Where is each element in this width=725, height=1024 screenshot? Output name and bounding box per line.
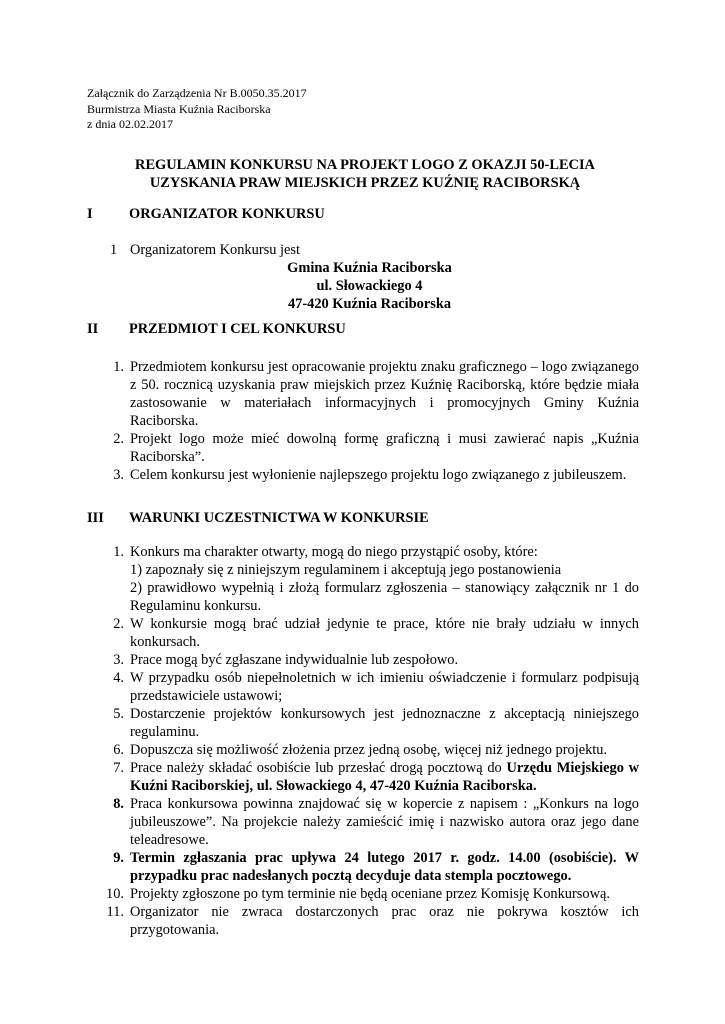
list-item — [100, 705, 639, 741]
list-item — [100, 795, 639, 849]
list-item — [100, 430, 639, 466]
item-text: Prace należy składać osobiście lub przesłać drogą pocztową do — [130, 760, 507, 776]
list-item — [100, 543, 639, 615]
item-number: 2. — [113, 616, 124, 632]
item-number: 10. — [106, 886, 124, 902]
item-text: W przypadku osób niepełnoletnich w ich imieniu oświadczenie i formularz podpisują przedstawiciele ustawowi; — [130, 670, 639, 704]
organizer-name: Gmina Kuźnia Raciborska — [287, 260, 452, 276]
organizer-city: 47-420 Kuźnia Raciborska — [287, 296, 452, 312]
list-item — [100, 615, 639, 651]
item-text: Projekty zgłoszone po tym terminie nie będą oceniane przez Komisję Konkursową. — [130, 886, 610, 902]
item-text: Konkurs ma charakter otwarty, mogą do niego przystąpić osoby, które: — [130, 544, 538, 560]
list-item — [100, 885, 639, 903]
item-subpoint: 2) prawidłowo wypełnią i złożą formularz zgłoszenia – stanowiący załącznik nr 1 do Regulaminu konkursu. — [130, 580, 639, 614]
item-number: 3. — [113, 467, 124, 483]
item-text: Prace mogą być zgłaszane indywidualnie lub zespołowo. — [130, 652, 459, 668]
section-title: PRZEDMIOT I CEL KONKURSU — [129, 321, 346, 337]
organizer-street: ul. Słowackiego 4 — [316, 278, 423, 294]
list-item — [100, 903, 639, 939]
item-text-bold: Urzędu Miejskiego w Kuźni Raciborskiej, ul. Słowackiego 4, 47-420 Kuźnia Raciborska. — [130, 760, 639, 794]
item-text: Dopuszcza się możliwość złożenia przez jedną osobę, więcej niż jednego projektu. — [130, 742, 608, 758]
item-text: Organizatorem Konkursu jest — [130, 242, 300, 258]
section-number: II — [87, 321, 99, 337]
item-number: 11. — [106, 904, 124, 920]
header-line: Załącznik do Zarządzenia Nr B.0050.35.2017 — [87, 86, 307, 100]
section-title: ORGANIZATOR KONKURSU — [129, 206, 325, 222]
list-item — [100, 358, 639, 430]
item-number: 4. — [113, 670, 124, 686]
item-number: 1. — [113, 359, 124, 375]
attachment-header — [87, 86, 307, 133]
list-item — [100, 741, 639, 759]
title-line: UZYSKANIA PRAW MIEJSKICH PRZEZ KUŹNIĘ RACIBORSKĄ — [149, 175, 581, 191]
list-item — [100, 759, 639, 795]
item-subpoint: 1) zapoznały się z niniejszym regulaminem i akceptują jego postanowienia — [130, 562, 562, 578]
item-number: 9. — [113, 850, 124, 866]
item-number: 1 — [110, 242, 118, 258]
item-text: Celem konkursu jest wyłonienie najlepszego projektu logo związanego z jubileuszem. — [130, 467, 627, 483]
list-item — [100, 849, 639, 885]
item-text: Przedmiotem konkursu jest opracowanie projektu znaku graficznego – logo związanego z 50. rocznicą uzyskania praw miejskich przez Kuźnię Raciborską, które będzie miała zastosowanie w materiałach informacyjnych i promocyjnych Gminy Kuźnia Raciborska. — [130, 359, 639, 429]
list-item — [100, 651, 639, 669]
item-text: W konkursie mogą brać udział jedynie te prace, które nie brały udziału w innych konkursach. — [130, 616, 639, 650]
title-line: REGULAMIN KONKURSU NA PROJEKT LOGO Z OKAZJI 50-LECIA — [135, 157, 595, 173]
section-number: I — [87, 206, 93, 222]
header-line: Burmistrza Miasta Kuźnia Raciborska — [87, 101, 271, 116]
header-line: z dnia 02.02.2017 — [87, 117, 173, 131]
document-title — [60, 156, 670, 192]
item-number: 5. — [113, 706, 124, 722]
item-number: 2. — [113, 431, 124, 447]
item-text: Projekt logo może mieć dowolną formę graficzną i musi zawierać napis „Kuźnia Raciborska”. — [130, 431, 639, 465]
item-text: Organizator nie zwraca dostarczonych prac oraz nie pokrywa kosztów ich przygotowania. — [130, 904, 639, 938]
organizer-address — [100, 259, 639, 313]
list-item — [100, 466, 639, 484]
item-number: 1. — [113, 544, 124, 560]
item-number: 7. — [113, 760, 124, 776]
section-title: WARUNKI UCZESTNICTWA W KONKURSIE — [129, 510, 429, 526]
item-text: Dostarczenie projektów konkursowych jest jednoznaczne z akceptacją niniejszego regulaminu. — [130, 706, 639, 740]
item-text: Praca konkursowa powinna znajdować się w kopercie z napisem : „Konkurs na logo jubileuszowe”. Na projekcie należy zamieścić imię i nazwisko autora oraz jego dane teleadresowe. — [130, 796, 639, 848]
item-text: Termin zgłaszania prac upływa 24 lutego 2017 r. godz. 14.00 (osobiście). W przypadku prac nadesłanych pocztą decyduje data stempla pocztowego. — [130, 850, 639, 884]
list-item — [100, 669, 639, 705]
item-number: 6. — [113, 742, 124, 758]
section-2-list — [100, 358, 639, 484]
item-number: 8. — [113, 796, 124, 812]
section-number: III — [87, 510, 104, 526]
item-number: 3. — [113, 652, 124, 668]
section-3-list — [100, 543, 639, 939]
